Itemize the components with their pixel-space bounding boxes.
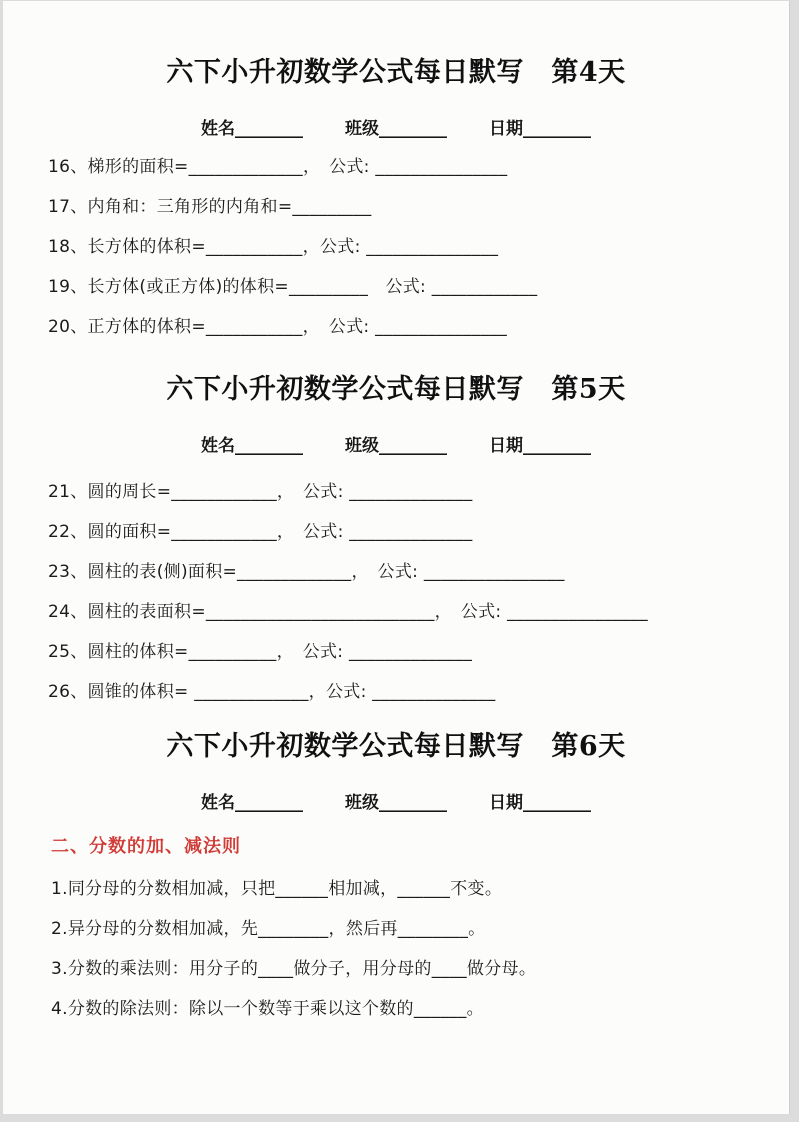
question-item-18: 18、长方体的体积=___________，公式: _______________	[48, 237, 499, 257]
question-item-4: 4.分数的除法则：除以一个数等于乘以这个数的______。	[51, 999, 484, 1019]
name-field: 姓名________	[201, 436, 303, 456]
name-field: 姓名________	[201, 793, 303, 813]
question-item-22: 22、圆的面积=____________， 公式: ______________	[48, 522, 473, 542]
name-class-date-row-day6	[3, 793, 789, 814]
question-item-17: 17、内角和：三角形的内角和=_________	[48, 197, 372, 217]
section-title-day4: 六下小升初数学公式每日默写 第4天	[166, 57, 626, 88]
question-item-26: 26、圆锥的体积= _____________，公式: ______________	[48, 682, 496, 702]
date-field: 日期________	[489, 119, 591, 139]
question-item-16: 16、梯形的面积=_____________， 公式: _______________	[48, 157, 508, 177]
question-item-24: 24、圆柱的表面积=__________________________， 公式: ________________	[48, 602, 648, 622]
question-item-19: 19、长方体(或正方体)的体积=_________ 公式: ____________	[48, 277, 538, 297]
question-item-21: 21、圆的周长=____________， 公式: ______________	[48, 482, 473, 502]
question-item-20: 20、正方体的体积=___________， 公式: _______________	[48, 317, 508, 337]
name-class-date-row-day4	[3, 119, 789, 140]
question-list-day5	[48, 483, 789, 702]
class-field: 班级________	[345, 436, 447, 456]
section-title-day6: 六下小升初数学公式每日默写 第6天	[166, 731, 626, 762]
section-title-day5: 六下小升初数学公式每日默写 第5天	[166, 374, 626, 405]
question-list-day4	[48, 158, 789, 337]
worksheet-page	[3, 1, 790, 1114]
question-item-25: 25、圆柱的体积=__________， 公式: ______________	[48, 642, 473, 662]
name-field: 姓名________	[201, 119, 303, 139]
date-field: 日期________	[489, 793, 591, 813]
name-class-date-row-day5	[3, 436, 789, 457]
question-list-day6	[51, 880, 789, 1019]
class-field: 班级________	[345, 119, 447, 139]
question-item-3: 3.分数的乘法则：用分子的____做分子，用分母的____做分母。	[51, 959, 537, 979]
question-item-1: 1.同分母的分数相加减，只把______相加减，______不变。	[51, 879, 503, 899]
question-item-2: 2.异分母的分数相加减，先________，然后再________。	[51, 919, 486, 939]
date-field: 日期________	[489, 436, 591, 456]
question-item-23: 23、圆柱的表(侧)面积=_____________， 公式: ________________	[48, 562, 565, 582]
fraction-rules-heading: 二、分数的加、减法则	[51, 836, 241, 857]
class-field: 班级________	[345, 793, 447, 813]
